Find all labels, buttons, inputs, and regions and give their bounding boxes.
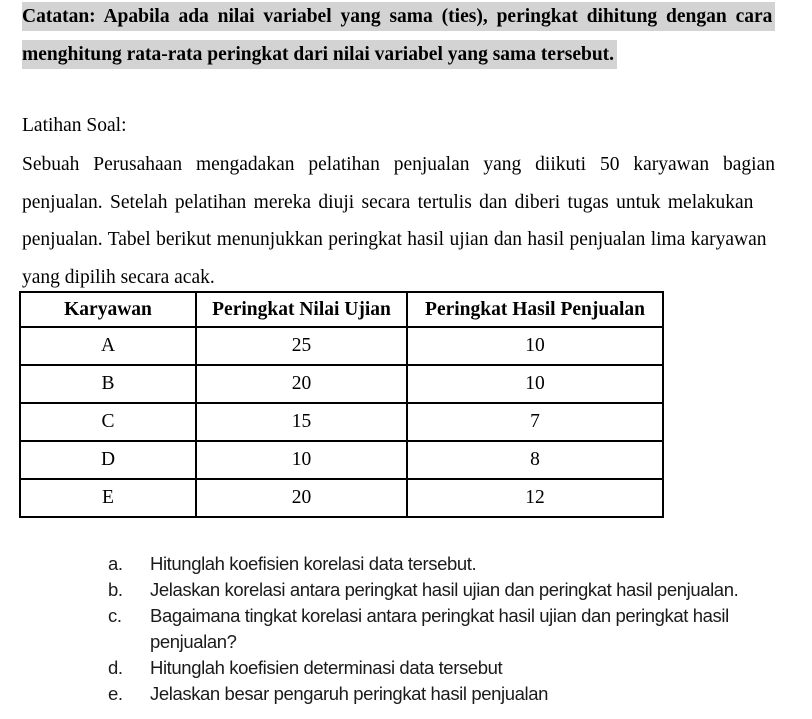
cell-ujian: 15 — [196, 403, 407, 441]
table-row — [20, 403, 663, 441]
cell-karyawan: D — [20, 441, 196, 479]
cell-penjualan: 12 — [407, 479, 663, 517]
cell-karyawan: C — [20, 403, 196, 441]
question-item-c — [0, 603, 812, 655]
question-item-b — [0, 577, 812, 603]
cell-ujian: 10 — [196, 441, 407, 479]
cell-ujian: 20 — [196, 365, 407, 403]
questions-list — [0, 551, 812, 707]
cell-karyawan: A — [20, 327, 196, 365]
question-item-a — [0, 551, 812, 577]
question-text: Bagaimana tingkat korelasi antara peringkat hasil ujian dan peringkat hasil — [150, 605, 729, 626]
question-label: c. — [108, 605, 122, 626]
cell-ujian: 20 — [196, 479, 407, 517]
cell-penjualan: 10 — [407, 327, 663, 365]
question-text: Hitunglah koefisien determinasi data tersebut — [150, 657, 503, 678]
paragraph-line-4: yang dipilih secara acak. — [22, 266, 215, 288]
question-label: d. — [108, 657, 123, 678]
cell-penjualan: 7 — [407, 403, 663, 441]
paragraph-line-1: Sebuah Perusahaan mengadakan pelatihan penjualan yang diikuti 50 karyawan bagian — [22, 154, 775, 175]
paragraph-line-3: penjualan. Tabel berikut menunjukkan peringkat hasil ujian dan hasil penjualan lima karyawan — [22, 229, 767, 250]
note-line-2-box — [22, 40, 812, 78]
section-heading: Latihan Soal: — [22, 115, 127, 136]
note-line-1: Catatan: Apabila ada nilai variabel yang sama (ties), peringkat dihitung dengan cara — [22, 2, 775, 31]
question-label: b. — [108, 579, 123, 600]
col-header-peringkat-nilai-ujian: Peringkat Nilai Ujian — [196, 292, 407, 327]
table-row — [20, 327, 663, 365]
table-row — [20, 365, 663, 403]
highlighted-note — [22, 2, 812, 78]
problem-paragraph — [22, 146, 812, 296]
col-header-peringkat-hasil-penjualan: Peringkat Hasil Penjualan — [407, 292, 663, 327]
cell-penjualan: 10 — [407, 365, 663, 403]
question-text: Jelaskan korelasi antara peringkat hasil ujian dan peringkat hasil penjualan. — [150, 579, 739, 600]
cell-karyawan: E — [20, 479, 196, 517]
note-line-1-box — [22, 2, 812, 40]
table-row — [20, 441, 663, 479]
table-header-row — [20, 292, 663, 327]
cell-karyawan: B — [20, 365, 196, 403]
question-item-d — [0, 655, 812, 681]
question-text: Hitunglah koefisien korelasi data tersebut. — [150, 553, 477, 574]
question-text-wrap: penjualan? — [150, 631, 237, 652]
question-text: Jelaskan besar pengaruh peringkat hasil penjualan — [150, 683, 548, 704]
question-label: e. — [108, 683, 123, 704]
paragraph-line-2: penjualan. Setelah pelatihan mereka diuji secara tertulis dan diberi tugas untuk melakukan — [22, 191, 754, 213]
question-item-e — [0, 681, 812, 707]
col-header-karyawan: Karyawan — [20, 292, 196, 327]
question-label: a. — [108, 553, 123, 574]
table-row — [20, 479, 663, 517]
rank-table — [19, 291, 664, 518]
cell-ujian: 25 — [196, 327, 407, 365]
note-line-2: menghitung rata-rata peringkat dari nilai variabel yang sama tersebut. — [22, 40, 617, 69]
cell-penjualan: 8 — [407, 441, 663, 479]
